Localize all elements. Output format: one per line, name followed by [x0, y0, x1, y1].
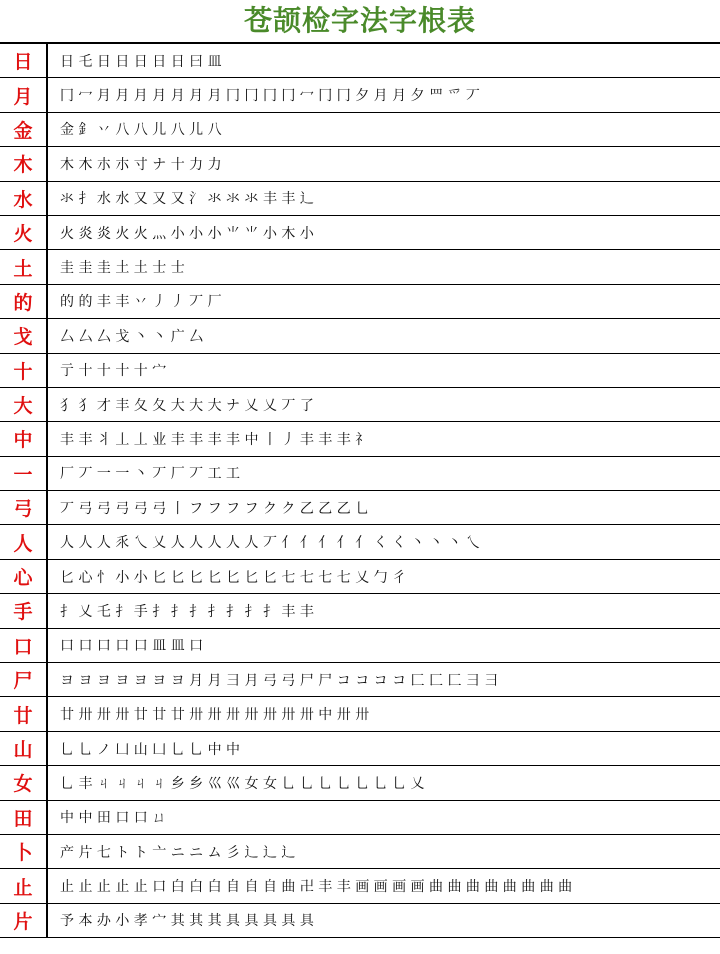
root-glyphs: 乚 乚 ノ 凵 山 凵 乚 乚 中 中 — [47, 731, 720, 765]
table-row — [0, 78, 720, 112]
root-glyphs: 乚 丰 ㄐ ㄐ ㄐ ㄐ 乡 乡 巛 巛 女 女 乚 乚 乚 乚 乚 乚 乚 乂 — [47, 766, 720, 800]
table-row — [0, 181, 720, 215]
root-glyphs: 日 乇 日 日 日 日 日 曰 皿 — [47, 43, 720, 78]
table-row — [0, 559, 720, 593]
root-key: 金 — [0, 112, 47, 146]
root-glyphs: 厶 厶 厶 戈 丶 丶 广 厶 — [47, 319, 720, 353]
table-row — [0, 525, 720, 559]
table-row — [0, 353, 720, 387]
table-row — [0, 628, 720, 662]
table-row — [0, 387, 720, 421]
root-glyphs: 亍 十 十 十 十 宀 — [47, 353, 720, 387]
table-row — [0, 869, 720, 903]
root-key: 水 — [0, 181, 47, 215]
root-glyphs: 丰 丰 丬 丄 丄 业 丰 丰 丰 丰 中 丨 丿 丰 丰 丰 礻 — [47, 422, 720, 456]
root-key: 木 — [0, 147, 47, 181]
root-key: 卜 — [0, 834, 47, 868]
root-glyphs: 予 本 办 小 孝 宀 其 其 其 具 具 具 具 具 — [47, 903, 720, 937]
root-key: 一 — [0, 456, 47, 490]
root-table-body — [0, 43, 720, 938]
root-glyphs: 厂 丆 一 一 丶 丆 厂 丆 工 工 — [47, 456, 720, 490]
table-row — [0, 731, 720, 765]
root-key: 尸 — [0, 663, 47, 697]
root-key: 火 — [0, 215, 47, 249]
table-row — [0, 215, 720, 249]
root-glyphs: 犭 犭 才 丰 夂 夂 大 大 大 ナ 乂 乂 丆 了 — [47, 387, 720, 421]
root-key: 田 — [0, 800, 47, 834]
table-row — [0, 284, 720, 318]
root-glyphs: 木 木 朩 朩 寸 ナ 十 力 力 — [47, 147, 720, 181]
page-title: 苍颉检字法字根表 — [243, 4, 476, 37]
root-glyphs: 丆 弓 弓 弓 弓 弓 丨 フ フ フ フ ク ク 乙 乙 乙 乚 — [47, 491, 720, 525]
root-glyphs: 产 片 七 ト ト 亠 ニ ニ ム 彡 辶 辶 辶 — [47, 834, 720, 868]
root-key: 日 — [0, 43, 47, 78]
root-glyphs: 口 口 口 口 口 皿 皿 口 — [47, 628, 720, 662]
table-row — [0, 663, 720, 697]
table-row — [0, 766, 720, 800]
root-key: 中 — [0, 422, 47, 456]
root-key: 手 — [0, 594, 47, 628]
root-key: 土 — [0, 250, 47, 284]
root-glyphs: 的 的 丰 丰 丷 丿 丿 丆 厂 — [47, 284, 720, 318]
table-row — [0, 147, 720, 181]
root-glyphs: 中 中 田 口 口 ㄩ — [47, 800, 720, 834]
root-glyphs: 金 釒 丷 八 八 儿 八 儿 八 — [47, 112, 720, 146]
root-key: 止 — [0, 869, 47, 903]
root-glyphs: 扌 乂 乇 扌 手 扌 扌 扌 扌 扌 扌 扌 丰 丰 — [47, 594, 720, 628]
root-key: 人 — [0, 525, 47, 559]
root-key: 片 — [0, 903, 47, 937]
root-key: 心 — [0, 559, 47, 593]
table-row — [0, 112, 720, 146]
root-key: 口 — [0, 628, 47, 662]
root-table — [0, 42, 720, 938]
root-key: 戈 — [0, 319, 47, 353]
table-row — [0, 456, 720, 490]
root-glyphs: 人 人 人 乑 乀 乂 人 人 人 人 人 丆 亻 亻 亻 亻 亻 く く 丶 丶 丶 乀 — [47, 525, 720, 559]
root-key: 十 — [0, 353, 47, 387]
root-glyphs: ヨ ヨ ヨ ヨ ヨ ヨ ヨ 月 月 彐 月 弓 弓 尸 尸 コ コ コ コ 匚 匚 匚 ⺕ ⺕ — [47, 663, 720, 697]
root-glyphs: 止 止 止 止 止 口 白 白 白 自 自 自 曲 卍 丰 丰 画 画 画 画 曲 曲 曲 曲 曲 曲 曲 曲 — [47, 869, 720, 903]
table-row — [0, 491, 720, 525]
table-row — [0, 800, 720, 834]
root-glyphs: 圭 圭 圭 土 土 士 士 — [47, 250, 720, 284]
root-key: 月 — [0, 78, 47, 112]
root-glyphs: 火 炎 炎 火 火 灬 小 小 小 ⺌ ⺌ 小 木 小 — [47, 215, 720, 249]
root-glyphs: 氺 扌 水 水 又 又 又 氵 氺 氺 氺 丰 丰 辶 — [47, 181, 720, 215]
table-row — [0, 422, 720, 456]
root-key: 的 — [0, 284, 47, 318]
root-glyphs: 匕 心 忄 小 小 匕 匕 匕 匕 匕 匕 匕 七 七 七 七 乂 勹 彳 — [47, 559, 720, 593]
root-key: 廿 — [0, 697, 47, 731]
root-key: 山 — [0, 731, 47, 765]
table-row — [0, 319, 720, 353]
table-row — [0, 250, 720, 284]
root-key: 女 — [0, 766, 47, 800]
root-glyphs: 冂 冖 月 月 月 月 月 月 月 冂 冂 冂 冂 冖 冂 冂 夕 月 月 夕 罒 爫 丆 — [47, 78, 720, 112]
root-glyphs: 廿 卅 卅 卅 廿 廿 廿 卅 卅 卅 卅 卅 卅 卅 中 卅 卅 — [47, 697, 720, 731]
table-row — [0, 903, 720, 937]
root-key: 大 — [0, 387, 47, 421]
table-row — [0, 834, 720, 868]
table-row — [0, 594, 720, 628]
table-row — [0, 697, 720, 731]
root-key: 弓 — [0, 491, 47, 525]
table-row — [0, 43, 720, 78]
